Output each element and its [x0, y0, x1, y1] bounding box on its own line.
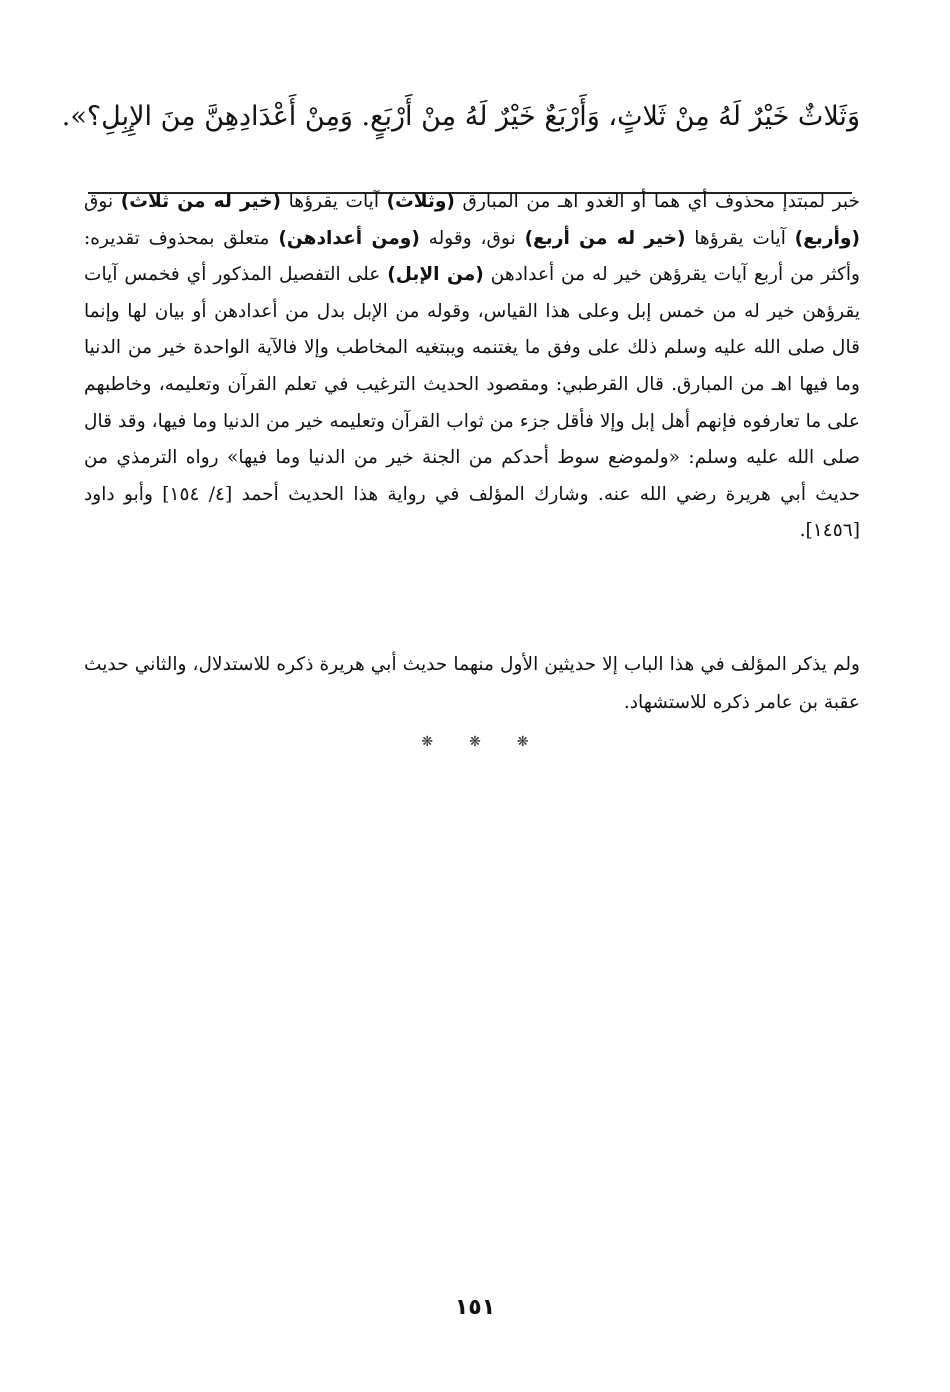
commentary-text: متعلق بمحذوف تقديره: وأكثر من أربع آيات يقرؤهن خير له من أعدادهن: [84, 227, 861, 286]
asterism-icon: ❋: [469, 734, 481, 750]
commentary-block: [84, 184, 860, 550]
commentary-text: آيات يقرؤها: [281, 191, 387, 212]
closing-text: ولم يذكر المؤلف في هذا الباب إلا حديثين الأول منهما حديث أبي هريرة ذكره للاستدلال، والثاني حديث عقبة بن عامر ذكره للاستشهاد.: [84, 654, 860, 713]
commentary-text: على التفصيل المذكور أي فخمس آيات يقرؤهن خير له من خمس إبل وعلى هذا القياس، وقوله من الإبل بدل من أعدادهن أو بيان لها وإنما قال صلى الله عليه وسلم ذلك على وفق ما يغتنمه ويبتغيه المخاطب وإلا فالآية الواحدة خير من الدنيا وما فيها اهـ من المبارق. قال القرطبي: ومقصود الحديث الترغيب في تعلم القرآن وتعليمه، وخاطبهم على ما تعارفوه فإنهم أهل إبل وإلا فأقل جزء من ثواب القرآن وتعليمه خير من الدنيا وما فيها، وقد قال صلى الله عليه وسلم: «ولموضع سوط أحدكم من الجنة خير من الدنيا وما فيها» رواه الترمذي من حديث أبي هريرة رضي الله عنه. وشارك المؤلف في رواية هذا الحديث أحمد [٤/ ١٥٤] وأبو داود [١٤٥٦].: [84, 264, 860, 542]
page-number: ١٥١: [454, 1295, 496, 1320]
bold-term: (وثلاث): [386, 191, 455, 212]
commentary-paragraph: [84, 184, 860, 550]
bold-term: (خير له من ثلاث): [120, 191, 282, 212]
section-separator: [0, 734, 950, 750]
bold-term: (ومن أعدادهن): [278, 227, 420, 249]
asterism-icon: ❋: [421, 734, 434, 750]
asterism-icon: ❋: [516, 734, 529, 750]
bold-term: (من الإبل): [387, 264, 484, 286]
commentary-text: نوق: [84, 191, 121, 212]
commentary-text: نوق، وقوله: [419, 227, 525, 249]
bold-term: (خير له من أربع): [524, 227, 686, 249]
hadith-line: وَثَلاثٌ خَيْرٌ لَهُ مِنْ ثَلاثٍ، وَأَرْبَعٌ خَيْرٌ لَهُ مِنْ أَرْبَعٍ. وَمِنْ أَعْدَادِهِنَّ مِنَ الإِبِلِ؟».: [61, 101, 860, 132]
commentary-text: آيات يقرؤها: [685, 227, 795, 249]
closing-paragraph: [84, 646, 860, 722]
bold-term: (وأربع): [794, 227, 860, 249]
commentary-text: خبر لمبتدإ محذوف أي هما أو الغدو اهـ من المبارق: [454, 191, 860, 212]
